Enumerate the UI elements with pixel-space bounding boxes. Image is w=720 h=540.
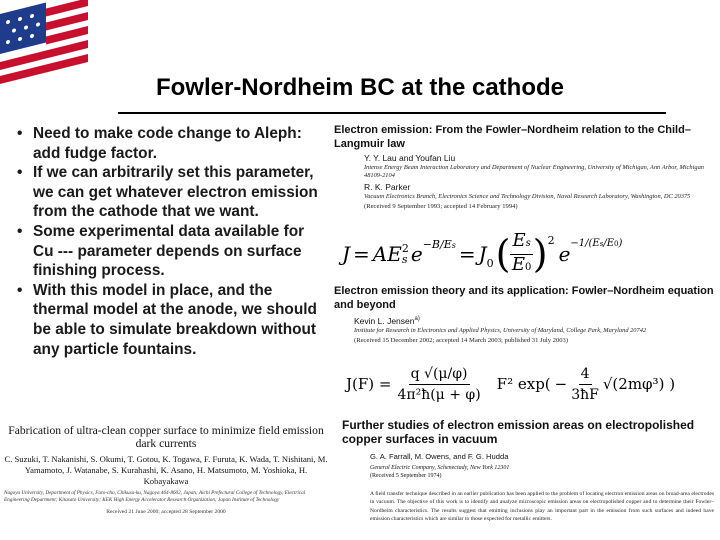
paper-excerpt-lau [334, 123, 714, 212]
paper-title: Further studies of electron emission areas on electropolished copper surfaces in vacuum [342, 418, 695, 446]
eq-sub: s [599, 240, 604, 248]
paper-excerpt-farrall [342, 418, 714, 523]
eq-symbol: − [554, 375, 568, 393]
paper-authors: G. A. Farrall, M. Owens, and F. G. Hudda [370, 452, 509, 461]
paper-affiliation: General Electric Company, Schenectady, New York 12301 [370, 465, 510, 471]
bullet-item: • Some experimental data available for Cu --- parameter depends on surface finishing process. [14, 222, 326, 281]
paper-author: R. K. Parker [364, 182, 411, 192]
eq-sub: s [525, 237, 531, 249]
eq-sup: 2 [401, 242, 409, 255]
paper-received: (Received 15 December 2002; accepted 14 March 2003; published 31 July 2003) [354, 336, 569, 344]
eq-sub: s [401, 253, 408, 266]
eq-sup: −B/E [422, 238, 452, 251]
eq-sub: s [451, 241, 456, 250]
eq-symbol: e [558, 242, 571, 266]
eq-sup: /E [603, 238, 614, 249]
bullet-item: • Need to make code change to Aleph: add fudge factor. [14, 124, 326, 163]
eq-denominator: 4π²ħ(μ + φ) [397, 386, 481, 403]
paper-author-note: a) [414, 316, 420, 322]
eq-symbol: e [410, 242, 423, 266]
eq-symbol: = [458, 242, 476, 266]
eq-numerator: q √(μ/φ) [409, 364, 470, 385]
title-underline [118, 112, 666, 114]
eq-symbol: AE [372, 242, 402, 266]
paper-title: Electron emission: From the Fowler–Nordheim relation to the Child–Langmuir law [334, 124, 691, 150]
eq-sup: ) [618, 238, 623, 249]
paper-abstract: A field transfer technique described in an earlier publication has been applied to the problem of locating electron emission areas on broad-area electrodes in vacuum. The objective of this work is to identify and analyze microscopic emission areas on electropolished copper and to determine their Fowler–Nordheim characteristics. The results suggest that emitting inclusions play an important part in the emission from such surfaces and indeed have emission characteristics which are similar to those expected for metallic emitters. [370, 491, 714, 522]
eq-sub: 0 [524, 261, 532, 273]
eq-symbol: J(F) = [346, 375, 392, 393]
eq-symbol: J [342, 242, 351, 266]
eq-symbol: = [353, 242, 370, 266]
eq-denominator: 3ħF [571, 386, 599, 403]
eq-sup: 2 [547, 234, 555, 247]
paper-received: (Received 5 September 1974) [370, 472, 442, 479]
eq-symbol: F² exp( [496, 375, 551, 393]
paper-authors: Y. Y. Lau and Youfan Liu [364, 153, 456, 163]
paper-received: Received 21 June 2000; accepted 28 September 2000 [106, 508, 226, 515]
paper-affiliation: Institute for Research in Electronics and Applied Physics, University of Maryland, College Park, Maryland 20742 [354, 326, 647, 334]
eq-symbol: J [478, 242, 487, 266]
bullet-item: • With this model in place, and the thermal model at the anode, we should be able to simulate breakdown without any particle fountains. [14, 281, 326, 359]
bullet-list [14, 124, 326, 359]
eq-sub: 0 [614, 240, 619, 248]
paper-title: Fabrication of ultra-clean copper surface to minimize field emission dark currents [8, 424, 324, 450]
paper-title: Electron emission theory and its application: Fowler–Nordheim equation and beyond [334, 285, 714, 311]
jensen-equation [346, 350, 706, 418]
slide-title: Fowler-Nordheim BC at the cathode [155, 74, 565, 101]
paper-excerpt-jensen [334, 284, 714, 345]
paper-authors: C. Suzuki, T. Nakanishi, S. Okumi, T. Gotou, K. Togawa, F. Furuta, K. Wada, T. Nishitani, M. Yamamoto, J. Watanabe, S. Kurahashi, K. Asano, H. Matsumoto, M. Yoshioka, H. Kobayakawa [4, 454, 328, 486]
eq-symbol: E [512, 229, 526, 251]
eq-symbol: √(2mφ³) ) [602, 375, 676, 393]
bullet-item: • If we can arbitrarily set this parameter, we can get whatever electron emission from the cathode that we want. [14, 163, 326, 222]
paper-author: Kevin L. Jensen [354, 315, 415, 326]
paper-affiliation: Intense Energy Beam Interaction Laboratory and Department of Nuclear Engineering, University of Michigan, Ann Arbor, Michigan 48109-2104 [364, 164, 704, 179]
paper-affiliation: Vacuum Electronics Branch, Electronics Science and Technology Division, Naval Research Laboratory, Washington, DC 20375 [364, 193, 691, 200]
eq-symbol: E [511, 253, 525, 275]
paper-excerpt-suzuki [4, 424, 328, 516]
paper-affiliation: Nagoya University, Department of Physics, Furo-cho, Chikusa-ku, Nagoya 464-8602, Japan; Aichi Prefectural College of Technology, Electrical Engineering Department; Kitasato University; KEK High Energy Accelerator Research Organization; Japan Institute of Technology [4, 490, 306, 503]
eq-sup: −1/(E [570, 238, 600, 249]
eq-numerator: 4 [579, 364, 592, 385]
paper-received: (Received 9 September 1993; accepted 14 February 1994) [364, 203, 518, 210]
eq-sub: 0 [486, 257, 494, 270]
fowler-nordheim-equation: J = AE 2 s e −B/Es = J 0 ( $\frac{Es}{E0}$ ) 2 e −1/(Es/E0) [342, 229, 623, 276]
